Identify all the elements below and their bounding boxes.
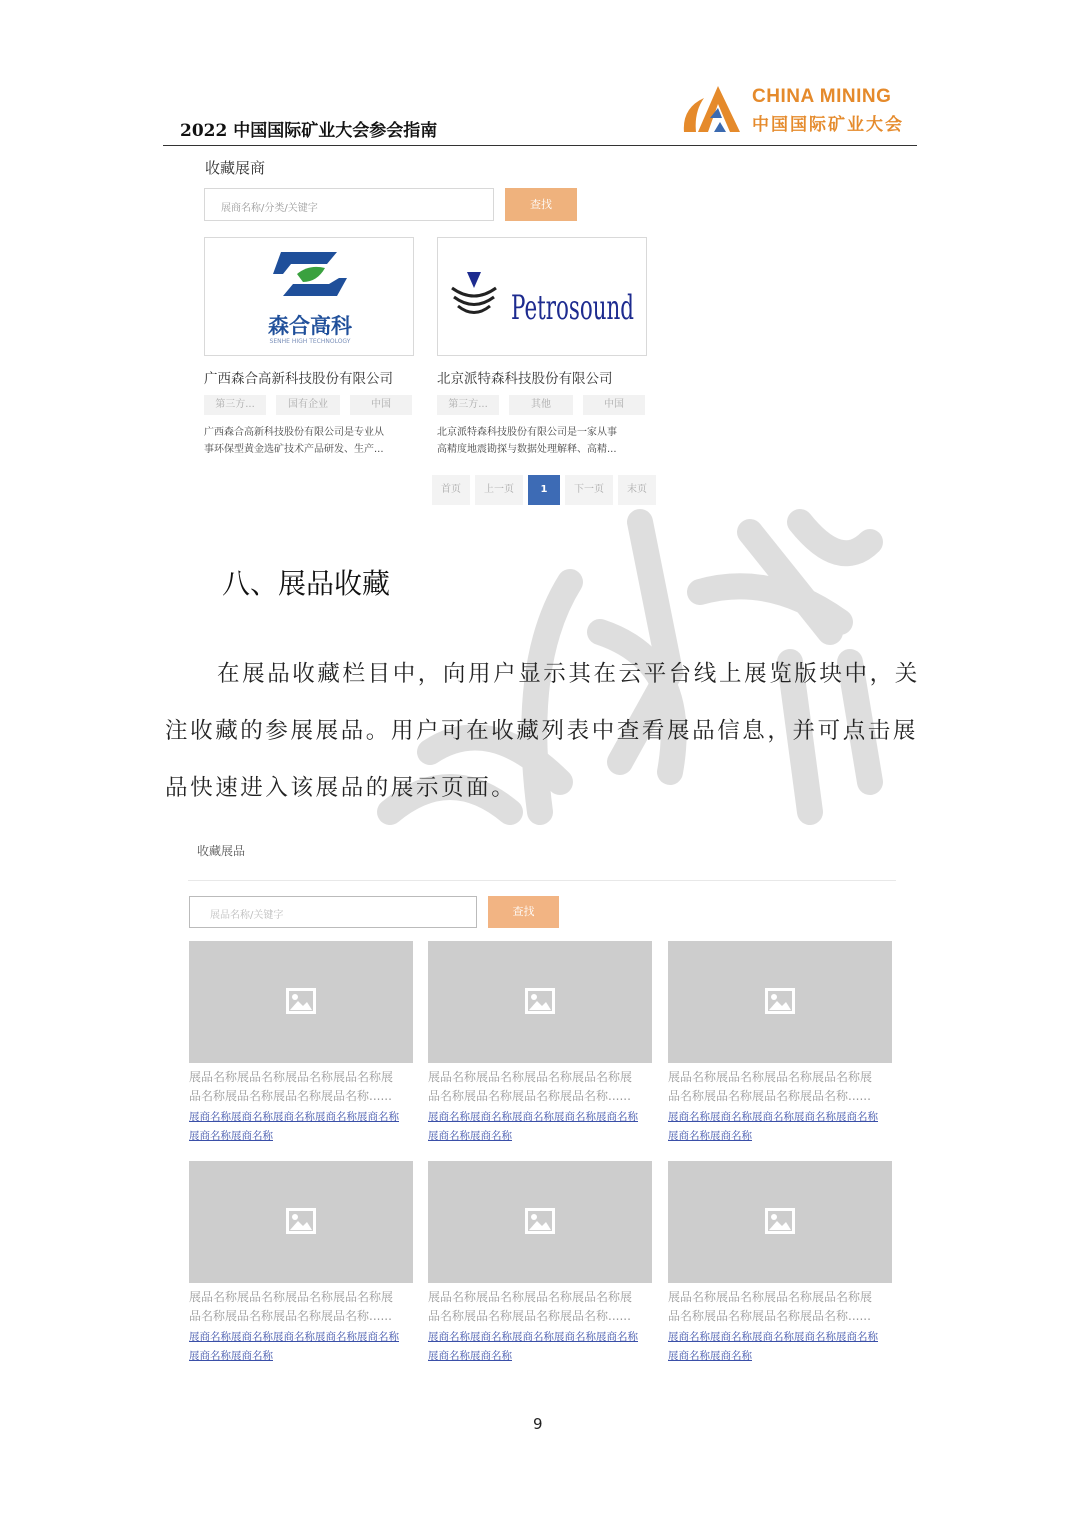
product-name[interactable] [189, 1288, 413, 1326]
product-image-placeholder[interactable] [189, 1161, 413, 1283]
product-name-line: 展品名称展品名称展品名称展品名称展 [428, 1070, 633, 1084]
image-placeholder-icon [525, 988, 555, 1014]
exhibitor-logo-petrosound[interactable] [437, 237, 647, 356]
exhibitor-tag: 其他 [509, 395, 573, 415]
product-name[interactable] [428, 1288, 652, 1326]
product-name-line: 展品名称展品名称展品名称展品名称展 [668, 1070, 873, 1084]
product-exhibitor-link[interactable] [428, 1108, 652, 1146]
description-line: 事环保型黄金选矿技术产品研发、生产... [204, 444, 384, 455]
exhibitor-link-line[interactable]: 展商名称展商名称 [668, 1350, 752, 1362]
senhe-logo-text: 森合高科 [268, 314, 352, 338]
image-placeholder-icon [765, 1208, 795, 1234]
product-image-placeholder[interactable] [668, 1161, 892, 1283]
description-line: 广西森合高新科技股份有限公司是专业从 [204, 427, 384, 438]
exhibitor-name[interactable]: 广西森合高新科技股份有限公司 [204, 371, 393, 387]
product-exhibitor-link[interactable] [428, 1328, 652, 1366]
image-placeholder-icon [286, 988, 316, 1014]
product-exhibitor-link[interactable] [189, 1108, 413, 1146]
product-search-button[interactable]: 查找 [488, 896, 559, 928]
exhibitor-name[interactable]: 北京派特森科技股份有限公司 [437, 371, 613, 387]
section-heading: 八、展品收藏 [222, 567, 391, 600]
exhibitor-description [204, 424, 416, 458]
senhe-logo-icon [205, 238, 415, 357]
petrosound-logo-text: Petrosound [511, 288, 634, 328]
description-line: 高精度地震勘探与数据处理解释、高精... [437, 444, 617, 455]
exhibitor-link-line[interactable]: 展商名称展商名称展商名称展商名称展商名称 [189, 1111, 399, 1123]
product-card[interactable] [428, 941, 652, 1146]
product-image-placeholder[interactable] [668, 941, 892, 1063]
paragraph-line: 注收藏的参展展品。用户可在收藏列表中查看展品信息，并可点击展 [165, 718, 919, 744]
product-exhibitor-link[interactable] [189, 1328, 413, 1366]
product-exhibitor-link[interactable] [668, 1108, 892, 1146]
exhibitor-tag: 中国 [583, 395, 645, 415]
petrosound-logo-icon [438, 238, 648, 357]
paragraph-line: 在展品收藏栏目中，向用户显示其在云平台线上展览版块中，关 [217, 661, 920, 687]
product-name-line: 展品名称展品名称展品名称展品名称展 [189, 1290, 394, 1304]
exhibitor-link-line[interactable]: 展商名称展商名称展商名称展商名称展商名称 [189, 1331, 399, 1343]
exhibitor-tag: 第三方... [204, 395, 266, 415]
product-card[interactable] [668, 941, 892, 1146]
product-card[interactable] [189, 941, 413, 1146]
exhibitor-link-line[interactable]: 展商名称展商名称展商名称展商名称展商名称 [668, 1331, 878, 1343]
exhibitor-link-line[interactable]: 展商名称展商名称 [428, 1350, 512, 1362]
image-placeholder-icon [286, 1208, 316, 1234]
product-card[interactable] [428, 1161, 652, 1366]
exhibitor-tag: 第三方... [437, 395, 499, 415]
product-name-line: 品名称展品名称展品名称展品名称...... [189, 1309, 392, 1323]
product-card[interactable] [189, 1161, 413, 1366]
exhibitor-link-line[interactable]: 展商名称展商名称展商名称展商名称展商名称 [668, 1111, 878, 1123]
header-divider [163, 145, 917, 146]
logo-chinese-text: 中国国际矿业大会 [752, 115, 904, 135]
exhibitor-search-button[interactable]: 查找 [505, 188, 577, 221]
exhibitor-link-line[interactable]: 展商名称展商名称 [428, 1130, 512, 1142]
pagination-last[interactable]: 末页 [618, 475, 656, 505]
paragraph-line: 品快速进入该展品的展示页面。 [165, 775, 517, 801]
mountain-logo-icon [680, 78, 755, 136]
product-name[interactable] [428, 1068, 652, 1106]
exhibitor-tag: 中国 [350, 395, 412, 415]
exhibitor-description [437, 424, 649, 458]
exhibitor-link-line[interactable]: 展商名称展商名称 [189, 1130, 273, 1142]
product-name[interactable] [668, 1068, 892, 1106]
exhibitor-logo-senhe[interactable] [204, 237, 414, 356]
exhibitor-link-line[interactable]: 展商名称展商名称展商名称展商名称展商名称 [428, 1111, 638, 1123]
image-placeholder-icon [525, 1208, 555, 1234]
image-placeholder-icon [765, 988, 795, 1014]
product-exhibitor-link[interactable] [668, 1328, 892, 1366]
product-search-input[interactable]: 展品名称/关键字 [189, 896, 477, 928]
product-name-line: 品名称展品名称展品名称展品名称...... [428, 1089, 631, 1103]
pagination-next[interactable]: 下一页 [565, 475, 613, 505]
pagination-first[interactable]: 首页 [432, 475, 470, 505]
exhibitor-search-input[interactable]: 展商名称/分类/关键字 [204, 188, 494, 221]
product-card[interactable] [668, 1161, 892, 1366]
pagination-prev[interactable]: 上一页 [475, 475, 523, 505]
document-title: 2022 中国国际矿业大会参会指南 [180, 121, 438, 141]
product-name-line: 展品名称展品名称展品名称展品名称展 [428, 1290, 633, 1304]
description-line: 北京派特森科技股份有限公司是一家从事 [437, 427, 617, 438]
exhibitor-tag: 国有企业 [276, 395, 340, 415]
page-number: 9 [533, 1415, 543, 1433]
product-favorites-title: 收藏展品 [197, 844, 246, 858]
exhibitor-favorites-title: 收藏展商 [205, 159, 266, 177]
product-name-line: 展品名称展品名称展品名称展品名称展 [668, 1290, 873, 1304]
panel-divider [188, 880, 896, 881]
exhibitor-link-line[interactable]: 展商名称展商名称 [668, 1130, 752, 1142]
product-name-line: 展品名称展品名称展品名称展品名称展 [189, 1070, 394, 1084]
product-name-line: 品名称展品名称展品名称展品名称...... [189, 1089, 392, 1103]
exhibitor-link-line[interactable]: 展商名称展商名称 [189, 1350, 273, 1362]
product-name-line: 品名称展品名称展品名称展品名称...... [668, 1309, 871, 1323]
logo-english-text: CHINA MINING [752, 86, 892, 107]
product-image-placeholder[interactable] [428, 1161, 652, 1283]
product-name[interactable] [189, 1068, 413, 1106]
pagination-current-page[interactable]: 1 [528, 475, 560, 505]
product-name[interactable] [668, 1288, 892, 1326]
senhe-logo-subtext: SENHE HIGH TECHNOLOGY [269, 338, 351, 345]
product-image-placeholder[interactable] [189, 941, 413, 1063]
exhibitor-link-line[interactable]: 展商名称展商名称展商名称展商名称展商名称 [428, 1331, 638, 1343]
product-name-line: 品名称展品名称展品名称展品名称...... [428, 1309, 631, 1323]
product-image-placeholder[interactable] [428, 941, 652, 1063]
product-name-line: 品名称展品名称展品名称展品名称...... [668, 1089, 871, 1103]
